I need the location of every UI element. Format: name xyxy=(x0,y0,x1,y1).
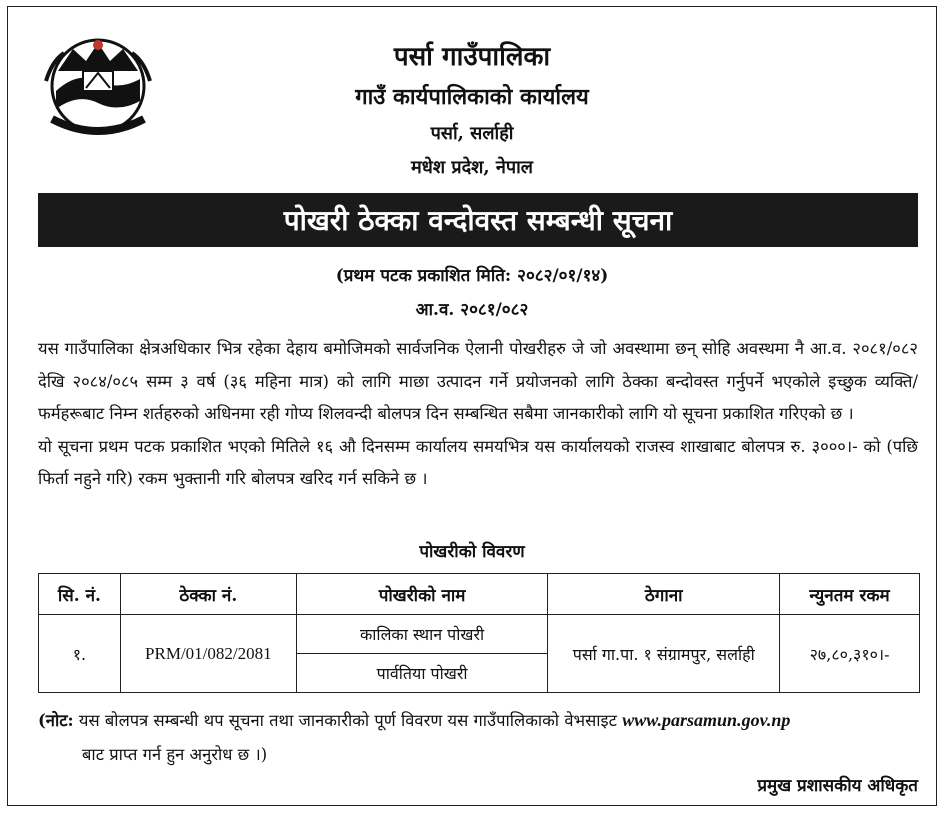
table-row xyxy=(39,615,920,654)
publication-date: (प्रथम पटक प्रकाशित मिति: २०८२/०१/१४) xyxy=(335,266,609,286)
notice-title-banner: पोखरी ठेक्का वन्दोवस्त सम्बन्धी सूचना xyxy=(38,193,918,247)
col-header-pond-name: पोखरीको नाम xyxy=(296,574,548,615)
col-header-address: ठेगाना xyxy=(548,574,780,615)
note-text-continued: बाट प्राप्त गर्न हुन अनुरोध छ ।) xyxy=(82,745,268,764)
note-text: यस बोलपत्र सम्बन्धी थप सूचना तथा जानकारीको पूर्ण विवरण यस गाउँपालिकाको वेभसाइट xyxy=(73,711,623,730)
office-location: पर्सा, सर्लाही xyxy=(430,123,514,144)
cell-min-amount: २७,८०,३१०।- xyxy=(780,615,920,693)
office-name: पर्सा गाउँपालिका xyxy=(393,42,551,72)
col-header-sn: सि. नं. xyxy=(39,574,121,615)
cell-pond-name-2: पार्वतिया पोखरी xyxy=(296,654,548,693)
website-link[interactable]: www.parsamun.gov.np xyxy=(622,710,791,730)
note-label: (नोट: xyxy=(38,711,74,730)
signatory-title: प्रमुख प्रशासकीय अधिकृत xyxy=(757,776,918,796)
col-header-min-amount: न्युनतम रकम xyxy=(780,574,920,615)
col-header-contract: ठेक्का नं. xyxy=(120,574,296,615)
paragraph-1: यस गाउँपालिका क्षेत्रअधिकार भित्र रहेका देहाय बमोजिमको सार्वजनिक ऐलानी पोखरीहरु जे जो अवस्थामा छन् सोहि अवस्थमा नै आ.व. २०८१/०८२ देखि २०८४/०८५ सम्म ३ वर्ष (३६ महिना मात्र) को लागि माछा उत्पादन गर्ने प्रयोजनको लागि ठेक्का बन्दोवस्त गर्नुपर्ने भएकोले इच्छुक व्यक्ति/फर्महरूबाट निम्न शर्तहरुको अधिनमा रही गोप्य शिलवन्दी बोलपत्र दिन सम्बन्धित सबैमा जानकारीको लागि यो सूचना प्रकाशित गरिएको छ । xyxy=(38,339,918,423)
table-header-row xyxy=(39,574,920,615)
office-province: मधेश प्रदेश, नेपाल xyxy=(411,157,533,178)
table-caption: पोखरीको विवरण xyxy=(419,542,525,562)
office-subtitle: गाउँ कार्यपालिकाको कार्यालय xyxy=(355,84,589,110)
fiscal-year: आ.व. २०८१/०८२ xyxy=(415,300,529,320)
cell-pond-name-1: कालिका स्थान पोखरी xyxy=(296,615,548,654)
cell-contract-no: PRM/01/082/2081 xyxy=(120,615,296,693)
pond-details-table xyxy=(38,573,920,693)
note-section xyxy=(38,703,918,772)
notice-page xyxy=(7,6,937,806)
cell-address: पर्सा गा.पा. १ संग्रामपुर, सर्लाही xyxy=(548,615,780,693)
paragraph-2: यो सूचना प्रथम पटक प्रकाशित भएको मितिले १६ औ दिनसम्म कार्यालय समयभित्र यस कार्यालयको राजस्व शाखाबाट बोलपत्र रु. ३०००।- को (पछि फिर्ता नहुने गरि) रकम भुक्तानी गरि बोलपत्र खरिद गर्न सकिने छ । xyxy=(38,436,918,488)
notice-body xyxy=(38,333,918,496)
cell-sn: १. xyxy=(39,615,121,693)
